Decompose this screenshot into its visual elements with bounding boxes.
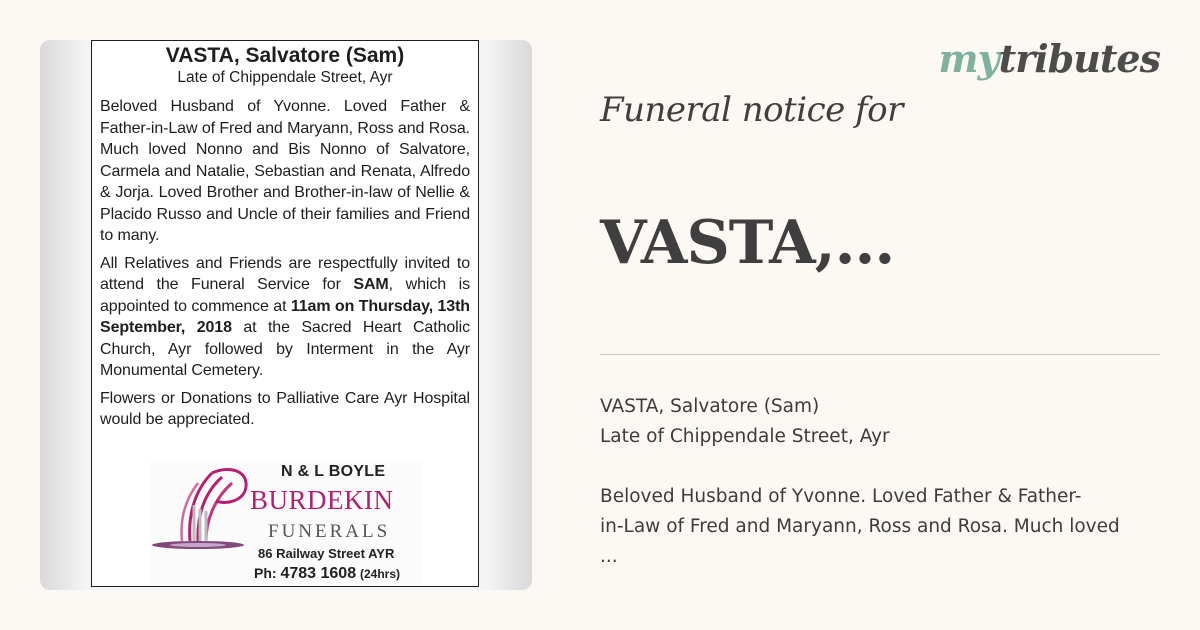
phone-number: 4783 1608	[280, 565, 357, 582]
notice-bold-datetime: 11am on Thursday, 13th September, 2018	[100, 297, 470, 336]
logo-burdekin-text: BURDEKIN	[250, 485, 394, 515]
excerpt-name: VASTA, Salvatore (Sam)	[600, 396, 820, 417]
funeral-notice-clipping	[91, 40, 479, 587]
notice-text: at the Sacred Heart Catholic Church, Ayr followed by Interment in the Ayr Monumental Cemetery.	[100, 319, 470, 379]
phone-hours: (24hrs)	[359, 567, 400, 581]
notice-paragraph-donations: Flowers or Donations to Palliative Care Ayr Hospital would be appreciated.	[100, 389, 470, 428]
mytributes-logo[interactable]	[938, 36, 1160, 81]
notice-paragraph-family: Beloved Husband of Yvonne. Loved Father & Father-in-Law of Fred and Maryann, Ross and Rosa. Much loved Nonno and Bis Nonno of Salvatore, Carmela and Natalie, Sebastian and Renata, Alfredo & Jorja. Loved Brother and Brother-in-law of Nellie & Placido Russo and Uncle of their families and Friend to many.	[100, 98, 470, 244]
logo-funerals-text: FUNERALS	[268, 521, 391, 542]
notice-bold-name: SAM	[353, 276, 389, 293]
logo-address: 86 Railway Street AYR	[258, 546, 395, 561]
notice-image-card	[40, 40, 532, 590]
fountain-logo-icon	[150, 461, 260, 561]
page-heading: Funeral notice for	[600, 90, 903, 130]
deceased-name: VASTA,...	[600, 208, 895, 278]
notice-text: All Relatives and Friends are respectfully invited to attend the Funeral Service for	[100, 254, 470, 293]
funeral-home-logo	[150, 461, 422, 585]
notice-text: , which is appointed to commence at	[100, 276, 470, 315]
logo-owner-name: N & L BOYLE	[281, 463, 386, 480]
divider	[600, 354, 1160, 355]
brand-my: my	[938, 36, 999, 81]
phone-label: Ph:	[254, 565, 277, 581]
excerpt-location: Late of Chippendale Street, Ayr	[600, 426, 890, 447]
brand-tributes: tributes	[998, 36, 1160, 81]
excerpt-body: Beloved Husband of Yvonne. Loved Father & Father- in-Law of Fred and Maryann, Ross and Rosa. Much loved ...	[600, 486, 1120, 567]
notice-subtitle: Late of Chippendale Street, Ayr	[177, 69, 393, 86]
notice-paragraph-service	[100, 253, 470, 382]
notice-title: VASTA, Salvatore (Sam)	[165, 44, 405, 67]
logo-phone	[254, 565, 400, 583]
notice-excerpt	[600, 392, 1170, 572]
